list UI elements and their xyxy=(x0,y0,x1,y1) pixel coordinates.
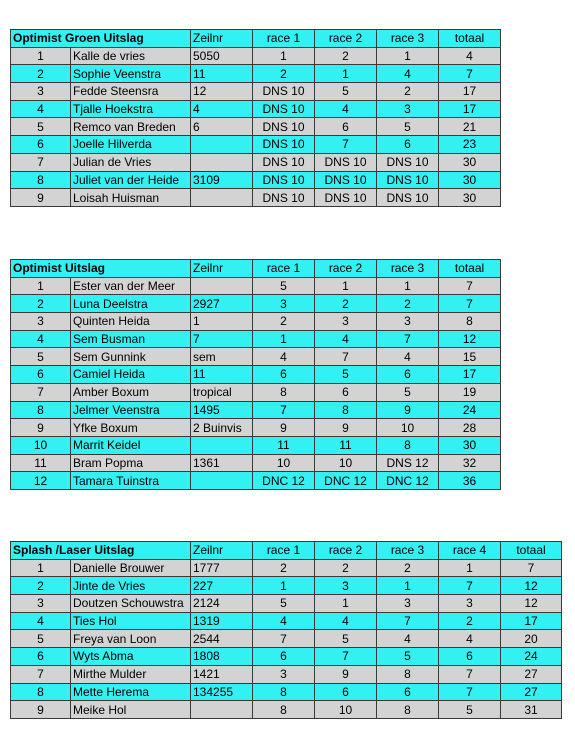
result-cell: 6 xyxy=(377,366,439,384)
sailor-name-cell: Ties Hol xyxy=(71,612,191,630)
sail-number-cell: 2544 xyxy=(191,630,253,648)
sailor-name-cell: Sem Gunnink xyxy=(71,348,191,366)
table-row xyxy=(11,100,501,118)
result-cell: 5 xyxy=(253,277,315,295)
sail-number-cell: 3109 xyxy=(191,171,253,189)
result-cell: DNS 12 xyxy=(377,454,439,472)
table-row xyxy=(11,348,501,366)
total-cell: 31 xyxy=(501,701,562,719)
sailor-name-cell: Wyts Abma xyxy=(71,648,191,666)
result-cell: 7 xyxy=(315,348,377,366)
sail-number-cell: 11 xyxy=(191,366,253,384)
rank-cell: 1 xyxy=(11,559,71,577)
rank-cell: 10 xyxy=(11,436,71,454)
sailor-name-cell: Tjalle Hoekstra xyxy=(71,100,191,118)
sail-number-cell: 6 xyxy=(191,118,253,136)
result-cell: 3 xyxy=(315,577,377,595)
sailor-name-cell: Mette Herema xyxy=(71,683,191,701)
column-header: race 3 xyxy=(377,260,439,278)
result-cell: 1 xyxy=(253,330,315,348)
result-cell: 6 xyxy=(377,136,439,154)
table-row xyxy=(11,595,562,613)
total-cell: 19 xyxy=(439,383,501,401)
sailor-name-cell: Camiel Heida xyxy=(71,366,191,384)
sailor-name-cell: Tamara Tuinstra xyxy=(71,472,191,490)
result-cell: DNC 12 xyxy=(315,472,377,490)
rank-cell: 8 xyxy=(11,683,71,701)
sail-number-cell: 5050 xyxy=(191,47,253,65)
sailor-name-cell: Freya van Loon xyxy=(71,630,191,648)
result-cell: 10 xyxy=(377,419,439,437)
result-cell: 6 xyxy=(253,648,315,666)
result-cell: 7 xyxy=(253,401,315,419)
table-row xyxy=(11,559,562,577)
column-header: race 1 xyxy=(253,260,315,278)
sail-number-cell: 2927 xyxy=(191,295,253,313)
result-cell: 1 xyxy=(253,577,315,595)
sail-number-cell xyxy=(191,153,253,171)
table-title: Optimist Groen Uitslag xyxy=(11,30,191,48)
sail-number-cell xyxy=(191,189,253,207)
sailor-name-cell: Sophie Veenstra xyxy=(71,65,191,83)
table-row xyxy=(11,47,501,65)
result-cell: 2 xyxy=(253,559,315,577)
rank-cell: 2 xyxy=(11,65,71,83)
sail-number-cell: 134255 xyxy=(191,683,253,701)
rank-cell: 7 xyxy=(11,665,71,683)
result-cell: 4 xyxy=(315,100,377,118)
result-cell: 8 xyxy=(253,383,315,401)
result-cell: DNC 12 xyxy=(377,472,439,490)
total-cell: 12 xyxy=(439,330,501,348)
total-cell: 17 xyxy=(439,83,501,101)
column-header: race 2 xyxy=(315,542,377,560)
result-cell: 2 xyxy=(377,83,439,101)
total-cell: 30 xyxy=(439,436,501,454)
result-cell: 4 xyxy=(377,348,439,366)
result-cell: 6 xyxy=(315,683,377,701)
total-cell: 7 xyxy=(501,559,562,577)
splash-laser-results-table xyxy=(10,541,562,719)
result-cell: 2 xyxy=(315,47,377,65)
total-cell: 7 xyxy=(439,65,501,83)
table-row xyxy=(11,383,501,401)
result-cell: 8 xyxy=(253,683,315,701)
table-row xyxy=(11,472,501,490)
rank-cell: 12 xyxy=(11,472,71,490)
result-cell: DNS 10 xyxy=(377,189,439,207)
table-header-row xyxy=(11,260,501,278)
rank-cell: 3 xyxy=(11,313,71,331)
table-row xyxy=(11,118,501,136)
result-cell: DNS 10 xyxy=(253,118,315,136)
table-row xyxy=(11,189,501,207)
result-cell: DNS 10 xyxy=(253,189,315,207)
rank-cell: 4 xyxy=(11,100,71,118)
result-cell: 8 xyxy=(377,701,439,719)
rank-cell: 8 xyxy=(11,171,71,189)
total-cell: 7 xyxy=(439,295,501,313)
sail-number-cell: 12 xyxy=(191,83,253,101)
result-cell: 2 xyxy=(377,295,439,313)
sail-number-cell: 227 xyxy=(191,577,253,595)
result-cell: 2 xyxy=(253,313,315,331)
result-cell: 7 xyxy=(315,136,377,154)
result-cell: 2 xyxy=(439,612,501,630)
result-cell: 9 xyxy=(315,419,377,437)
column-header: race 2 xyxy=(315,30,377,48)
rank-cell: 3 xyxy=(11,83,71,101)
result-cell: 1 xyxy=(377,47,439,65)
result-cell: 8 xyxy=(315,401,377,419)
total-cell: 27 xyxy=(501,683,562,701)
result-cell: 7 xyxy=(377,330,439,348)
rank-cell: 1 xyxy=(11,277,71,295)
result-cell: DNS 10 xyxy=(377,171,439,189)
sail-number-cell xyxy=(191,436,253,454)
total-cell: 30 xyxy=(439,189,501,207)
result-cell: DNS 10 xyxy=(253,136,315,154)
result-cell: DNS 10 xyxy=(377,153,439,171)
sailor-name-cell: Jelmer Veenstra xyxy=(71,401,191,419)
sailor-name-cell: Joelle Hilverda xyxy=(71,136,191,154)
sailor-name-cell: Meike Hol xyxy=(71,701,191,719)
result-cell: 4 xyxy=(253,348,315,366)
table-row xyxy=(11,436,501,454)
total-cell: 32 xyxy=(439,454,501,472)
sailor-name-cell: Remco van Breden xyxy=(71,118,191,136)
result-cell: 5 xyxy=(253,595,315,613)
result-cell: 3 xyxy=(377,595,439,613)
total-cell: 24 xyxy=(439,401,501,419)
table-row xyxy=(11,171,501,189)
result-cell: 3 xyxy=(315,313,377,331)
result-cell: 2 xyxy=(253,65,315,83)
sailor-name-cell: Quinten Heida xyxy=(71,313,191,331)
rank-cell: 5 xyxy=(11,118,71,136)
result-cell: DNS 10 xyxy=(315,189,377,207)
result-cell: 11 xyxy=(253,436,315,454)
sail-number-cell: tropical xyxy=(191,383,253,401)
column-header: race 1 xyxy=(253,542,315,560)
table-row xyxy=(11,330,501,348)
rank-cell: 5 xyxy=(11,348,71,366)
result-cell: 1 xyxy=(253,47,315,65)
table-row xyxy=(11,401,501,419)
sail-number-cell xyxy=(191,277,253,295)
result-cell: 4 xyxy=(315,612,377,630)
total-cell: 30 xyxy=(439,153,501,171)
result-cell: 3 xyxy=(253,665,315,683)
total-cell: 15 xyxy=(439,348,501,366)
sailor-name-cell: Juliet van der Heide xyxy=(71,171,191,189)
column-header: race 3 xyxy=(377,542,439,560)
result-cell: DNS 10 xyxy=(315,153,377,171)
result-cell: 5 xyxy=(377,118,439,136)
column-header: Zeilnr xyxy=(191,260,253,278)
total-cell: 17 xyxy=(439,100,501,118)
sailor-name-cell: Sem Busman xyxy=(71,330,191,348)
sail-number-cell: 2124 xyxy=(191,595,253,613)
rank-cell: 1 xyxy=(11,47,71,65)
sail-number-cell: 4 xyxy=(191,100,253,118)
total-cell: 21 xyxy=(439,118,501,136)
table-row xyxy=(11,683,562,701)
sailor-name-cell: Marrit Keidel xyxy=(71,436,191,454)
total-cell: 12 xyxy=(501,595,562,613)
column-header: totaal xyxy=(439,260,501,278)
column-header: race 1 xyxy=(253,30,315,48)
result-cell: 10 xyxy=(315,454,377,472)
sailor-name-cell: Jinte de Vries xyxy=(71,577,191,595)
result-cell: 4 xyxy=(439,630,501,648)
result-cell: 3 xyxy=(439,595,501,613)
result-cell: 8 xyxy=(377,436,439,454)
table-row xyxy=(11,577,562,595)
rank-cell: 9 xyxy=(11,419,71,437)
column-header: Zeilnr xyxy=(191,542,253,560)
table-row xyxy=(11,366,501,384)
result-cell: 7 xyxy=(377,612,439,630)
optimist-results-table xyxy=(10,259,501,490)
sailor-name-cell: Doutzen Schouwstra xyxy=(71,595,191,613)
result-cell: 11 xyxy=(315,436,377,454)
result-cell: 5 xyxy=(439,701,501,719)
sailor-name-cell: Julian de Vries xyxy=(71,153,191,171)
table-row xyxy=(11,648,562,666)
result-cell: 7 xyxy=(315,648,377,666)
optimist-groen-results-table xyxy=(10,29,501,207)
total-cell: 17 xyxy=(439,366,501,384)
sailor-name-cell: Mirthe Mulder xyxy=(71,665,191,683)
result-cell: 2 xyxy=(315,295,377,313)
sailor-name-cell: Ester van der Meer xyxy=(71,277,191,295)
column-header: race 4 xyxy=(439,542,501,560)
result-cell: 1 xyxy=(377,277,439,295)
sail-number-cell xyxy=(191,136,253,154)
result-cell: 4 xyxy=(315,330,377,348)
total-cell: 20 xyxy=(501,630,562,648)
result-cell: 9 xyxy=(377,401,439,419)
sail-number-cell: 1421 xyxy=(191,665,253,683)
table-row xyxy=(11,153,501,171)
result-cell: 4 xyxy=(377,630,439,648)
result-cell: 7 xyxy=(439,683,501,701)
sail-number-cell: 1361 xyxy=(191,454,253,472)
sailor-name-cell: Yfke Boxum xyxy=(71,419,191,437)
sail-number-cell xyxy=(191,701,253,719)
result-cell: DNS 10 xyxy=(253,100,315,118)
result-cell: 8 xyxy=(253,701,315,719)
total-cell: 7 xyxy=(439,277,501,295)
result-cell: 7 xyxy=(439,665,501,683)
rank-cell: 6 xyxy=(11,366,71,384)
rank-cell: 6 xyxy=(11,136,71,154)
result-cell: 1 xyxy=(315,277,377,295)
result-cell: 5 xyxy=(377,648,439,666)
rank-cell: 11 xyxy=(11,454,71,472)
rank-cell: 9 xyxy=(11,701,71,719)
result-cell: 5 xyxy=(377,383,439,401)
sailor-name-cell: Loisah Huisman xyxy=(71,189,191,207)
result-cell: DNC 12 xyxy=(253,472,315,490)
table-row xyxy=(11,419,501,437)
table-row xyxy=(11,454,501,472)
result-cell: 6 xyxy=(253,366,315,384)
sail-number-cell: 2 Buinvis xyxy=(191,419,253,437)
total-cell: 8 xyxy=(439,313,501,331)
result-cell: 3 xyxy=(253,295,315,313)
result-cell: 6 xyxy=(439,648,501,666)
table-row xyxy=(11,136,501,154)
table-row xyxy=(11,295,501,313)
result-cell: DNS 10 xyxy=(253,153,315,171)
result-cell: 1 xyxy=(439,559,501,577)
table-row xyxy=(11,612,562,630)
sail-number-cell: 1495 xyxy=(191,401,253,419)
result-cell: DNS 10 xyxy=(253,83,315,101)
total-cell: 17 xyxy=(501,612,562,630)
table-row xyxy=(11,65,501,83)
total-cell: 4 xyxy=(439,47,501,65)
result-cell: 5 xyxy=(315,630,377,648)
table-title: Splash /Laser Uitslag xyxy=(11,542,191,560)
sail-number-cell: 1 xyxy=(191,313,253,331)
rank-cell: 2 xyxy=(11,577,71,595)
sailor-name-cell: Kalle de vries xyxy=(71,47,191,65)
result-cell: 8 xyxy=(377,665,439,683)
result-cell: 2 xyxy=(377,559,439,577)
column-header: totaal xyxy=(439,30,501,48)
table-header-row xyxy=(11,30,501,48)
sail-number-cell: 7 xyxy=(191,330,253,348)
rank-cell: 7 xyxy=(11,153,71,171)
result-cell: 1 xyxy=(315,595,377,613)
result-cell: 6 xyxy=(315,118,377,136)
sail-number-cell: 1777 xyxy=(191,559,253,577)
result-cell: 10 xyxy=(253,454,315,472)
rank-cell: 4 xyxy=(11,612,71,630)
total-cell: 36 xyxy=(439,472,501,490)
column-header: race 2 xyxy=(315,260,377,278)
sail-number-cell xyxy=(191,472,253,490)
table-row xyxy=(11,701,562,719)
sailor-name-cell: Fedde Steensra xyxy=(71,83,191,101)
sailor-name-cell: Danielle Brouwer xyxy=(71,559,191,577)
result-cell: 4 xyxy=(377,65,439,83)
result-cell: 3 xyxy=(377,100,439,118)
sailor-name-cell: Luna Deelstra xyxy=(71,295,191,313)
table-title: Optimist Uitslag xyxy=(11,260,191,278)
result-cell: DNS 10 xyxy=(315,171,377,189)
rank-cell: 3 xyxy=(11,595,71,613)
rank-cell: 6 xyxy=(11,648,71,666)
total-cell: 27 xyxy=(501,665,562,683)
result-cell: 6 xyxy=(377,683,439,701)
rank-cell: 8 xyxy=(11,401,71,419)
result-cell: 10 xyxy=(315,701,377,719)
column-header: Zeilnr xyxy=(191,30,253,48)
sail-number-cell: sem xyxy=(191,348,253,366)
column-header: totaal xyxy=(501,542,562,560)
rank-cell: 7 xyxy=(11,383,71,401)
rank-cell: 5 xyxy=(11,630,71,648)
result-cell: 2 xyxy=(315,559,377,577)
result-cell: 4 xyxy=(253,612,315,630)
result-cell: 9 xyxy=(253,419,315,437)
table-row xyxy=(11,665,562,683)
result-cell: 1 xyxy=(315,65,377,83)
sail-number-cell: 11 xyxy=(191,65,253,83)
result-cell: 9 xyxy=(315,665,377,683)
rank-cell: 2 xyxy=(11,295,71,313)
column-header: race 3 xyxy=(377,30,439,48)
table-row xyxy=(11,83,501,101)
result-cell: 5 xyxy=(315,366,377,384)
table-row xyxy=(11,313,501,331)
result-cell: 6 xyxy=(315,383,377,401)
result-cell: 7 xyxy=(439,577,501,595)
table-row xyxy=(11,630,562,648)
total-cell: 23 xyxy=(439,136,501,154)
rank-cell: 4 xyxy=(11,330,71,348)
rank-cell: 9 xyxy=(11,189,71,207)
total-cell: 28 xyxy=(439,419,501,437)
table-header-row xyxy=(11,542,562,560)
result-cell: 5 xyxy=(315,83,377,101)
table-row xyxy=(11,277,501,295)
total-cell: 12 xyxy=(501,577,562,595)
sail-number-cell: 1319 xyxy=(191,612,253,630)
result-cell: 7 xyxy=(253,630,315,648)
sailor-name-cell: Amber Boxum xyxy=(71,383,191,401)
total-cell: 30 xyxy=(439,171,501,189)
result-cell: 1 xyxy=(377,577,439,595)
total-cell: 24 xyxy=(501,648,562,666)
result-cell: 3 xyxy=(377,313,439,331)
sail-number-cell: 1808 xyxy=(191,648,253,666)
sailor-name-cell: Bram Popma xyxy=(71,454,191,472)
result-cell: DNS 10 xyxy=(253,171,315,189)
